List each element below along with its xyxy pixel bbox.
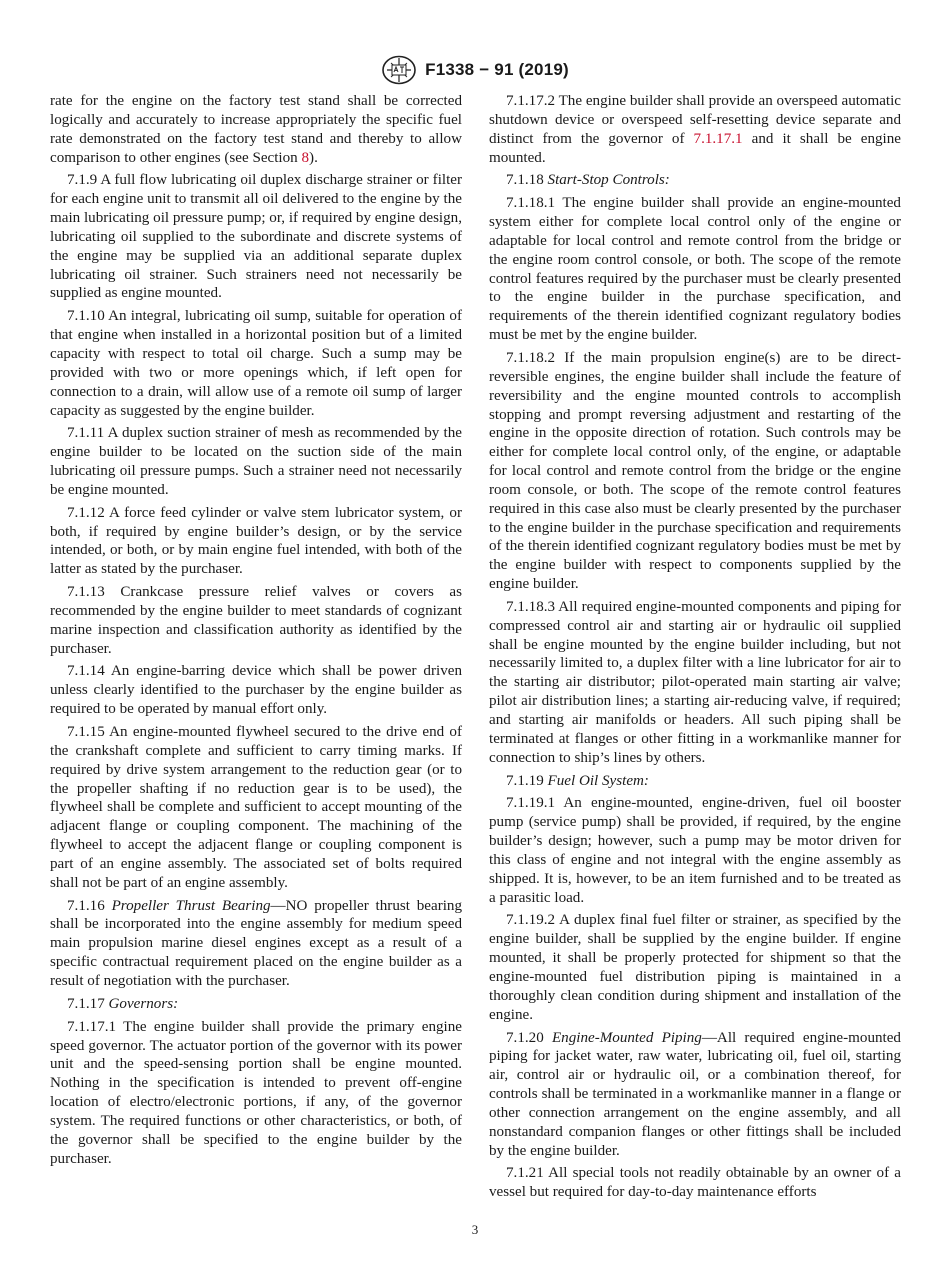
paragraph-7-1-10: 7.1.10 An integral, lubricating oil sump, suitable for operation of that engine when installed in a horizontal position but of a limited capacity with respect to total oil charge. Such a sump may be provided with two or more openings which, if left open for connection to a drain, will allow use of a remote oil sump of larger capacity as suggested by the engine builder. bbox=[50, 308, 462, 419]
document-id: F1338 − 91 (2019) bbox=[425, 60, 569, 79]
paragraph-7-1-18-2: 7.1.18.2 If the main propulsion engine(s) are to be direct-reversible engines, the engine builder shall include the feature of reversibility and the engine mounted controls to accomplish stopping and prompt reversing adjustment and restarting of the engine in the opposite direction of rotation. Such controls may be either for complete local control only, of the engine, or adaptable for local control and remote control from the bridge or the engine room console, or both. The scope of the remote control features required in this case also must be clearly presented by the purchaser to the engine builder in the purchase specification and requirements of the therein identified cognizant regulatory bodies must be met by the engine builder with respect to components supplied by the engine builder. bbox=[489, 349, 901, 593]
paragraph-7-1-18-1: 7.1.18.1 The engine builder shall provide an engine-mounted system either for complete local control only of the engine or adaptable for local control and remote control from the bridge or the engine room control console, or both. The scope of the remote control features required by the purchaser must be clearly presented to the engine builder in the purchase specification, and requirements of the therein identified cognizant regulatory bodies must be met by the engine builder. bbox=[489, 195, 901, 344]
heading-7-1-17: 7.1.17 Governors: bbox=[67, 995, 179, 1012]
paragraph-7-1-12: 7.1.12 A force feed cylinder or valve stem lubricator system, or both, if required by engine builder’s design, or by the service intended, or both, or by main engine fuel intended, with both of the latter as stated by the purchaser. bbox=[50, 504, 462, 578]
paragraph-7-1-9: 7.1.9 A full flow lubricating oil duplex discharge strainer or filter for each engine unit to transmit all oil delivered to the engine by the main lubricating oil pressure pump; or, if required by engine design, lubricating oil supplied to the subordinate and discrete systems of the engine may be supplied via an additional separate duplex lubricating oil strainer. Such strainers need not necessarily be supplied as engine mounted. bbox=[50, 172, 462, 302]
paragraph-7-1-19-1: 7.1.19.1 An engine-mounted, engine-driven, fuel oil booster pump (service pump) shall be provided, if required, by the engine builder’s design; however, such a pump may be motor driven for this class of engine and not integral with the engine assembly as shipped. It is, however, to be an item furnished and to be treated as a parasitic load. bbox=[489, 795, 901, 906]
paragraph-7-1-18-3: 7.1.18.3 All required engine-mounted components and piping for compressed control air and starting air or hydraulic oil supplied shall be engine mounted by the engine builder including, but not necessarily limited to, a duplex filter with a line lubricator for air to the starting air distributor; pilot-operated main starting air valve; pilot air distribution lines; a starting air-reducing valve, if required; and starting air manifolds or headers. All such piping shall be terminated at flanges or other fitting in a workmanlike manner for connection to ship’s lines by others. bbox=[489, 598, 901, 766]
section-title: Engine-Mounted Piping bbox=[551, 1029, 702, 1046]
section-link[interactable]: 7.1.17.1 bbox=[693, 130, 743, 147]
section-title: Propeller Thrust Bearing bbox=[111, 897, 271, 914]
right-column bbox=[489, 92, 901, 1206]
heading-7-1-18: 7.1.18 Start-Stop Controls: bbox=[506, 172, 670, 189]
page-number: 3 bbox=[471, 1222, 479, 1237]
paragraph-7-1-13: 7.1.13 Crankcase pressure relief valves or covers as recommended by the engine builder to meet standards of cognizant marine inspection and classification authority as identified by the purchaser. bbox=[50, 584, 463, 657]
paragraph-7-1-19-2: 7.1.19.2 A duplex final fuel filter or strainer, as specified by the engine builder, shall be supplied by the engine builder. If engine mounted, it shall be properly protected for shipment so that the engine-mounted fuel distribution piping is maintained in a thoroughly clean condition during shipment and installation of the engine. bbox=[489, 912, 901, 1023]
section-title: Governors: bbox=[108, 995, 179, 1012]
paragraph-7-1-14: 7.1.14 An engine-barring device which shall be power driven unless clearly identified to the purchaser by the engine builder as required to be operated by manual effort only. bbox=[50, 663, 462, 718]
heading-7-1-19: 7.1.19 Fuel Oil System: bbox=[506, 772, 649, 789]
paragraph-continuation: rate for the engine on the factory test stand shall be corrected logically and accurately to increase appropriately the specific fuel rate demonstrated on the factory test stand and thereby to allow comparison to other engines (see Section 8). bbox=[50, 93, 462, 166]
section-title: Start-Stop Controls: bbox=[547, 172, 670, 189]
paragraph-7-1-17-1: 7.1.17.1 The engine builder shall provide the primary engine speed governor. The actuator portion of the governor with its power unit and the speed-sensing portion shall be engine mounted. Nothing in the specification is intended to prevent off-engine location of electro/electronic portions, if any, of the governor system. The required functions or other characteristics, or both, of the governor shall be specified to the engine builder by the purchaser. bbox=[50, 1018, 462, 1167]
paragraph-7-1-17-2: 7.1.17.2 The engine builder shall provide an overspeed automatic shutdown device or overspeed self-resetting device separate and distinct from the governor of 7.1.17.1 and it shall be engine mounted. bbox=[489, 93, 902, 166]
section-link[interactable]: 8 bbox=[301, 149, 310, 166]
page-header bbox=[0, 55, 950, 85]
left-column bbox=[50, 92, 462, 1172]
paragraph-7-1-16: 7.1.16 Propeller Thrust Bearing—NO propeller thrust bearing shall be incorporated into the engine assembly for medium speed main propulsion marine diesel engines except as a result of a specific contractual requirement placed on the engine builder as a result of negotiation with the purchaser. bbox=[50, 897, 463, 989]
paragraph-7-1-21: 7.1.21 All special tools not readily obtainable by an owner of a vessel but required for day-to-day maintenance efforts bbox=[489, 1165, 901, 1201]
section-title: Fuel Oil System: bbox=[547, 772, 649, 789]
paragraph-7-1-15: 7.1.15 An engine-mounted flywheel secured to the drive end of the crankshaft complete and sufficient to carry timing marks. If required by drive system arrangement to the reduction gear (or to the propeller shafting if no reduction gear is to be used), the flywheel shall be complete and sufficient to accept mounting of the adjacent flange or coupling component. The machining of the flywheel to accept the adjacent flange or coupling component is part of an engine assembly. The associated set of bolts required shall not be part of an engine assembly. bbox=[50, 724, 462, 891]
astm-logo-icon bbox=[381, 55, 417, 85]
paragraph-7-1-20: 7.1.20 Engine-Mounted Piping—All required engine-mounted piping for jacket water, raw water, lubricating oil, fuel oil, starting air, control air or hydraulic oil, or a combination thereof, for controls shall be terminated in a workmanlike manner in a flange or other connection arrangement on the engine assembly, and all nonstandard companion flanges or other fittings shall be included by the engine builder. bbox=[489, 1029, 901, 1159]
paragraph-7-1-11: 7.1.11 A duplex suction strainer of mesh as recommended by the engine builder to be located on the suction side of the main lubricating oil pressure pumps. Such a strainer need not necessarily be engine mounted. bbox=[50, 425, 462, 498]
